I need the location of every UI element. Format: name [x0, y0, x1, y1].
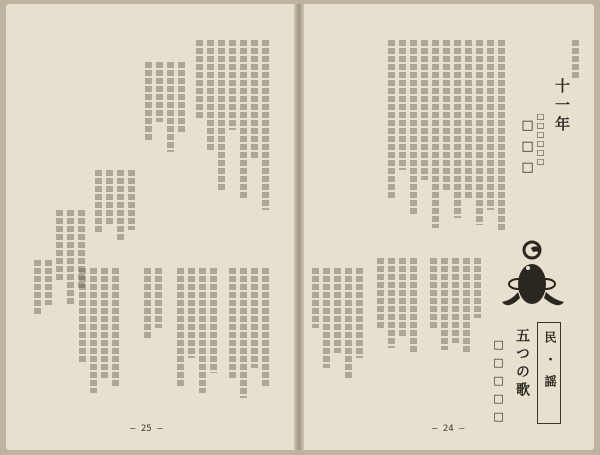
text-column [432, 40, 439, 228]
text-column [452, 258, 459, 343]
text-column [476, 40, 483, 225]
section-heading: 五つの歌 [514, 328, 530, 400]
text-column [144, 268, 151, 338]
text-column [177, 268, 184, 386]
text-column [117, 170, 124, 240]
text-column [67, 210, 74, 305]
text-column [145, 62, 152, 140]
text-column [112, 268, 119, 388]
text-column [106, 170, 113, 225]
genre-label: 民・謡 [543, 331, 557, 397]
book-gutter [294, 4, 304, 450]
text-column [377, 258, 384, 330]
text-column [388, 258, 395, 348]
chapter-title: 十一年 [553, 78, 571, 135]
text-column [128, 170, 135, 230]
text-column [454, 40, 461, 218]
text-column [199, 268, 206, 393]
text-column [178, 62, 185, 132]
text-column [251, 268, 258, 368]
text-column [167, 62, 174, 152]
text-column [399, 40, 406, 170]
text-column [487, 40, 494, 210]
text-column [388, 40, 395, 200]
text-column [156, 62, 163, 122]
text-column [441, 258, 448, 350]
genre-label-box [537, 322, 561, 424]
text-column [218, 40, 225, 190]
text-column [443, 40, 450, 190]
text-column [79, 268, 86, 363]
text-column [410, 40, 417, 215]
text-column [262, 40, 269, 210]
text-column [474, 258, 481, 318]
text-column [498, 40, 505, 230]
seal-with-ball-emblem [498, 240, 568, 316]
page-number-left: — 25 — [130, 424, 163, 434]
text-column [240, 268, 247, 398]
page-number-right: — 24 — [432, 424, 465, 434]
text-column [430, 258, 437, 328]
text-column [188, 268, 195, 358]
text-column [229, 268, 236, 378]
text-column [101, 268, 108, 378]
text-column [229, 40, 236, 130]
text-column [240, 40, 247, 200]
text-column [572, 40, 579, 80]
section-author: □□□□□ [492, 338, 505, 428]
text-column [210, 268, 217, 373]
text-column [334, 268, 341, 353]
chapter-author: □□□ [520, 118, 535, 181]
text-column [251, 40, 258, 160]
text-column [421, 40, 428, 180]
text-column [45, 260, 52, 305]
text-column [155, 268, 162, 328]
text-column [207, 40, 214, 150]
text-column [196, 40, 203, 120]
chapter-subtitle: □□□□□□ [536, 112, 545, 166]
text-column [465, 40, 472, 200]
text-column [399, 258, 406, 338]
text-column [90, 268, 97, 393]
text-column [323, 268, 330, 368]
text-column [356, 268, 363, 358]
text-column [410, 258, 417, 353]
text-column [262, 268, 269, 388]
text-column [95, 170, 102, 232]
text-column [463, 258, 470, 353]
text-column [312, 268, 319, 328]
text-column [56, 210, 63, 280]
text-column [345, 268, 352, 378]
text-column [34, 260, 41, 315]
